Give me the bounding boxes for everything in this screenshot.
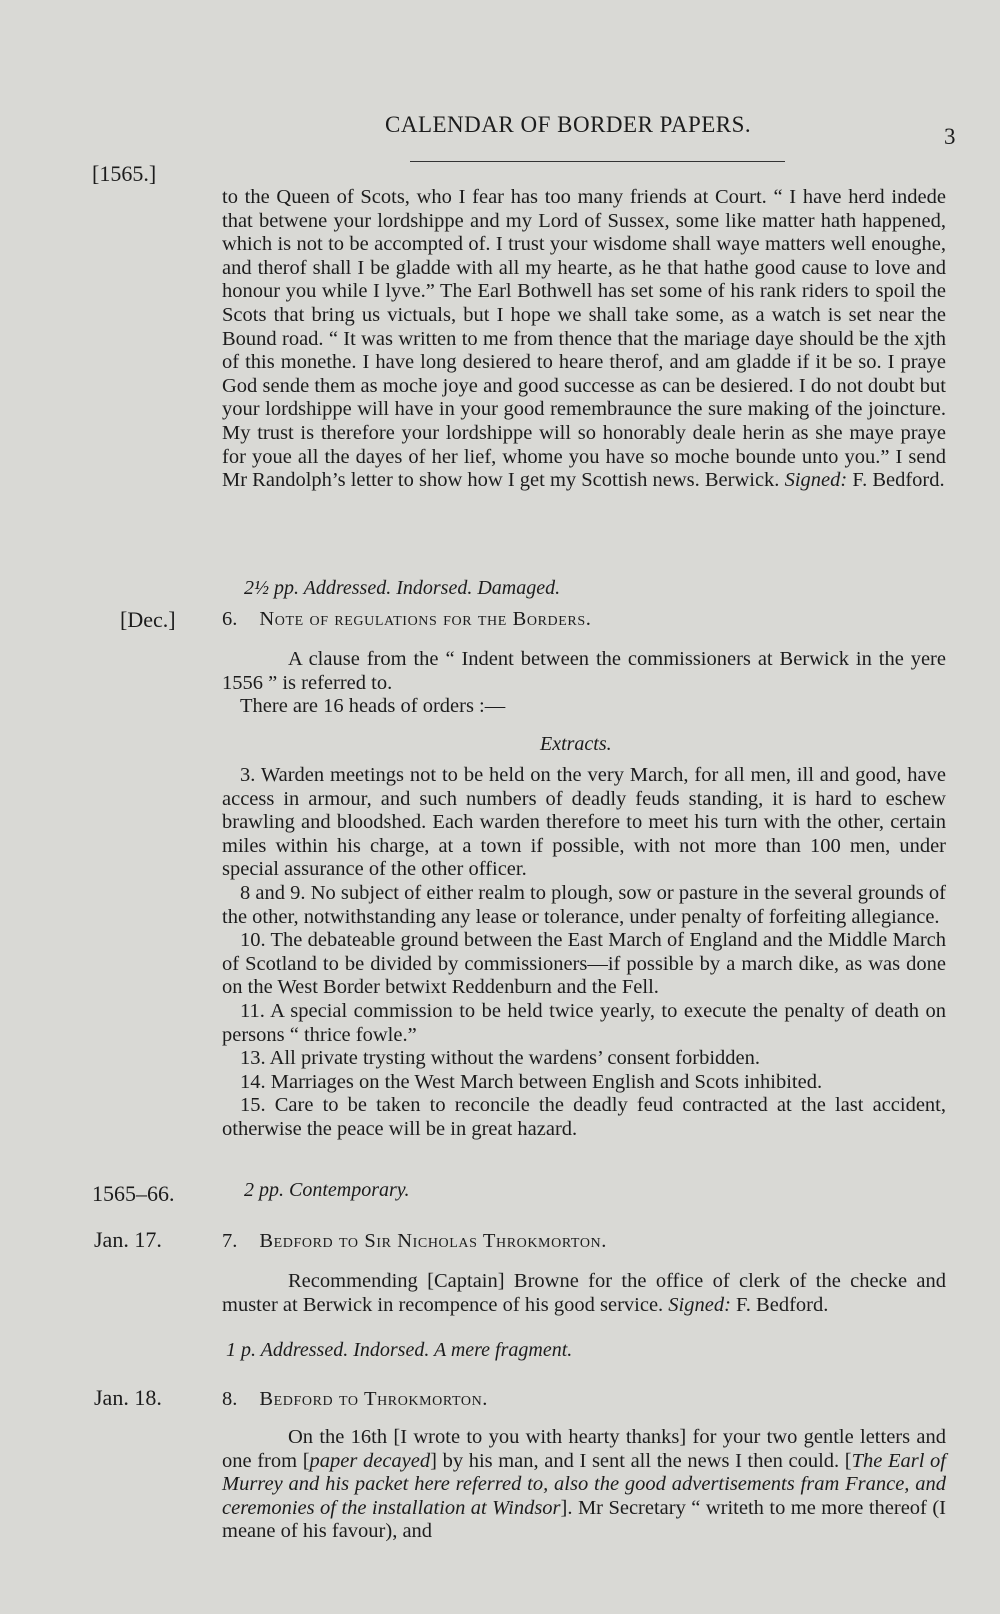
entry6-extracts bbox=[222, 764, 946, 1142]
extract-item: 13. All private trysting without the wardens’ consent forbidden. bbox=[240, 1047, 760, 1070]
header-rule bbox=[410, 161, 785, 162]
entry6-intro bbox=[222, 648, 946, 719]
entry7-note: 1 p. Addressed. Indorsed. A mere fragment. bbox=[226, 1339, 573, 1361]
extract-item: 8 and 9. No subject of either realm to plough, sow or pasture in the several grounds of the other, notwithstanding any lease or tolerance, under penalty of forfeiting allegiance. bbox=[222, 881, 946, 928]
entry5-paragraph: to the Queen of Scots, who I fear has too many friends at Court. “ I have herd indede that betwene your lordshippe and my Lord of Sussex, some like matter hath happened, which is not to be accompted of. I trust your wisdome shall waye matters well enoughe, and therof shall I be gladde with all my hearte, as he that hathe good cause to love and honour you while I lyve.” The Earl Bothwell has set some of his rank riders to spoil the Scots that bring us victuals, but I hope we shall take some, as a watch is set near the Bound road. “ It was written to me from thence that the mariage daye should be the xjth of this monethe. I have long desiered to heare therof, and am gladde if it be so. I praye God sende them as moche joye and good successe as can be desiered. I do not doubt but your lordshippe will have in your good remembraunce the sure making of the joincture. My trust is therefore your lordshippe will so honorably deale herin as she maye praye for youe all the dayes of her lief, whome you have so moche bounde unto you.” I send Mr Randolph’s letter to show how I get my Scottish news. Berwick. Signed: F. Bedford. bbox=[222, 186, 946, 492]
entry6-number: 6. bbox=[222, 608, 238, 630]
entry6-note: 2 pp. Contemporary. bbox=[244, 1179, 410, 1201]
entry8-paragraph: On the 16th [I wrote to you with hearty thanks] for your two gentle letters and one from [paper decayed] by his man, and I sent all the news I then could. [The Earl of Murrey and his packet here referred to, also the good advertisements fram France, and ceremonies of the installation at Windsor]. Mr Secretary “ writeth to me more thereof (I meane of his favour), and bbox=[222, 1426, 946, 1543]
entry8-body bbox=[222, 1426, 946, 1544]
entry7-heading bbox=[222, 1230, 607, 1253]
entry8-number: 8. bbox=[222, 1388, 238, 1410]
extract-item: 15. Care to be taken to reconcile the deadly feud contracted at the last accident, otherwise the peace will be in great hazard. bbox=[222, 1094, 946, 1140]
extract-item: 11. A special commission to be held twice yearly, to execute the penalty of death on persons “ thrice fowle.” bbox=[222, 999, 946, 1046]
page-number: 3 bbox=[944, 124, 956, 149]
entry7-year: 1565–66. bbox=[92, 1181, 175, 1206]
entry8-title: Bedford to Throkmorton. bbox=[259, 1388, 489, 1410]
entry7-title: Bedford to Sir Nicholas Throkmorton. bbox=[259, 1230, 607, 1252]
entry8-date: Jan. 18. bbox=[94, 1385, 162, 1410]
running-head: CALENDAR OF BORDER PAPERS. bbox=[385, 112, 752, 137]
extract-item: 3. Warden meetings not to be held on the very March, for all men, ill and good, have access in armour, and such numbers of deadly feuds standing, it is hard to eschew brawling and bloodshed. Each warden therefore to meet his turn with the other, certain miles within his charge, at a town if possible, with not more than 100 men, under special assurance of the other officer. bbox=[222, 764, 946, 881]
entry6-date: [Dec.] bbox=[120, 607, 176, 632]
extract-item: 10. The debateable ground between the East March of England and the Middle March of Scotland to be divided by commissioners—if possible by a march dike, as was done on the West Border betwixt Reddenburn and the Fell. bbox=[222, 929, 946, 999]
entry6-para2: There are 16 heads of orders :— bbox=[240, 695, 506, 718]
entry6-para1: A clause from the “ Indent between the commissioners at Berwick in the yere 1556 ” is referred to. bbox=[222, 648, 946, 694]
entry6-title: Note of regulations for the Borders. bbox=[259, 608, 592, 630]
margin-year: [1565.] bbox=[92, 161, 157, 186]
entry6-heading bbox=[222, 608, 591, 631]
entry8-heading bbox=[222, 1388, 488, 1411]
entry7-date: Jan. 17. bbox=[94, 1227, 162, 1252]
entry7-paragraph: Recommending [Captain] Browne for the office of clerk of the checke and muster at Berwick in recompence of his good service. Signed: F. Bedford. bbox=[222, 1270, 946, 1316]
entry7-number: 7. bbox=[222, 1230, 238, 1252]
extract-item: 14. Marriages on the West March between English and Scots inhibited. bbox=[240, 1070, 823, 1093]
extracts-label: Extracts. bbox=[540, 733, 612, 755]
entry5-body bbox=[222, 186, 946, 493]
entry5-note: 2½ pp. Addressed. Indorsed. Damaged. bbox=[244, 577, 561, 599]
entry7-body bbox=[222, 1270, 946, 1317]
